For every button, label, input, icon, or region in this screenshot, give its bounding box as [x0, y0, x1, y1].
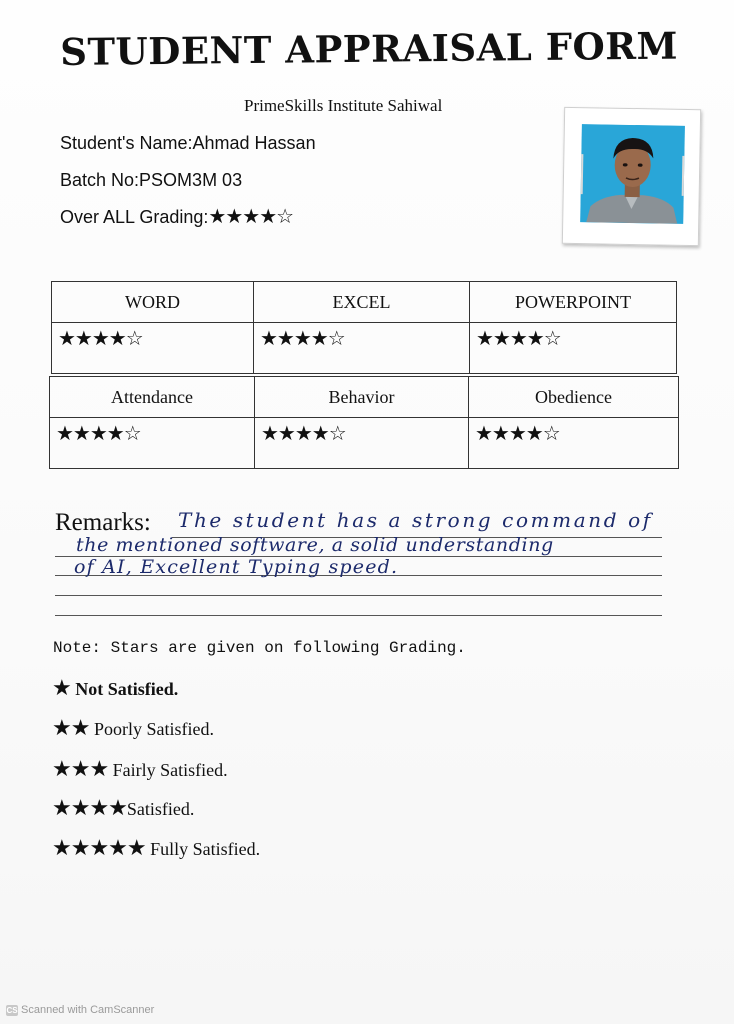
remarks-label: Remarks:	[55, 509, 151, 536]
legend-label: Not Satisfied.	[75, 679, 179, 699]
remarks-handwriting-line: the mentioned software, a solid understanding	[76, 534, 554, 556]
skill-rating-word: ★★★★☆	[52, 323, 254, 374]
overall-grading-label: Over ALL Grading:	[60, 207, 209, 227]
camscanner-watermark	[6, 1004, 154, 1016]
skill-header-word: WORD	[52, 282, 254, 323]
student-name-row	[60, 133, 316, 154]
student-name-label: Student's Name:	[60, 133, 193, 153]
skill-header-excel: EXCEL	[254, 282, 470, 323]
student-photo	[580, 124, 685, 224]
watermark-text: Scanned with CamScanner	[21, 1004, 155, 1016]
legend-item-3-stars	[52, 757, 228, 782]
student-portrait-icon	[580, 124, 685, 224]
remarks-rule	[55, 615, 662, 616]
student-photo-frame	[562, 107, 701, 246]
remarks-handwriting-line: of AI, Excellent Typing speed.	[74, 556, 399, 578]
conduct-header-behavior: Behavior	[255, 377, 469, 418]
skill-header-powerpoint: POWERPOINT	[470, 282, 677, 323]
batch-row	[60, 170, 242, 191]
conduct-rating-table	[49, 376, 679, 469]
legend-stars: ★	[52, 676, 71, 701]
legend-item-5-stars	[52, 836, 260, 861]
skill-rating-excel: ★★★★☆	[254, 323, 470, 374]
grading-note: Note: Stars are given on following Grading.	[53, 639, 466, 657]
overall-grading-stars: ★★★★☆	[208, 204, 294, 228]
batch-value: PSOM3M 03	[139, 170, 243, 190]
remarks-handwriting-line: The student has a strong command of	[178, 508, 653, 532]
legend-item-2-stars	[52, 716, 214, 741]
legend-label: Satisfied.	[126, 799, 195, 819]
legend-label: Fully Satisfied.	[150, 839, 261, 859]
conduct-header-obedience: Obedience	[469, 377, 679, 418]
skills-rating-table	[51, 281, 677, 374]
conduct-rating-behavior: ★★★★☆	[255, 418, 469, 469]
batch-label: Batch No:	[60, 170, 140, 190]
form-title: STUDENT APPRAISAL FORM	[60, 23, 679, 74]
overall-grading-row	[60, 204, 293, 228]
conduct-rating-obedience: ★★★★☆	[469, 418, 679, 469]
institute-name: PrimeSkills Institute Sahiwal	[244, 96, 443, 115]
remarks-rule	[55, 595, 662, 596]
legend-stars: ★★★★	[52, 796, 127, 821]
camscanner-logo-icon: CS	[6, 1005, 18, 1015]
student-name-value: Ahmad Hassan	[192, 133, 316, 153]
legend-stars: ★★	[52, 716, 90, 741]
skill-rating-powerpoint: ★★★★☆	[470, 323, 677, 374]
conduct-header-attendance: Attendance	[50, 377, 255, 418]
legend-item-1-star	[52, 676, 178, 701]
legend-stars: ★★★	[52, 757, 109, 782]
legend-label: Poorly Satisfied.	[93, 719, 214, 739]
legend-label: Fairly Satisfied.	[112, 760, 228, 780]
legend-stars: ★★★★★	[52, 836, 146, 861]
legend-item-4-stars	[52, 796, 194, 821]
conduct-rating-attendance: ★★★★☆	[50, 418, 255, 469]
